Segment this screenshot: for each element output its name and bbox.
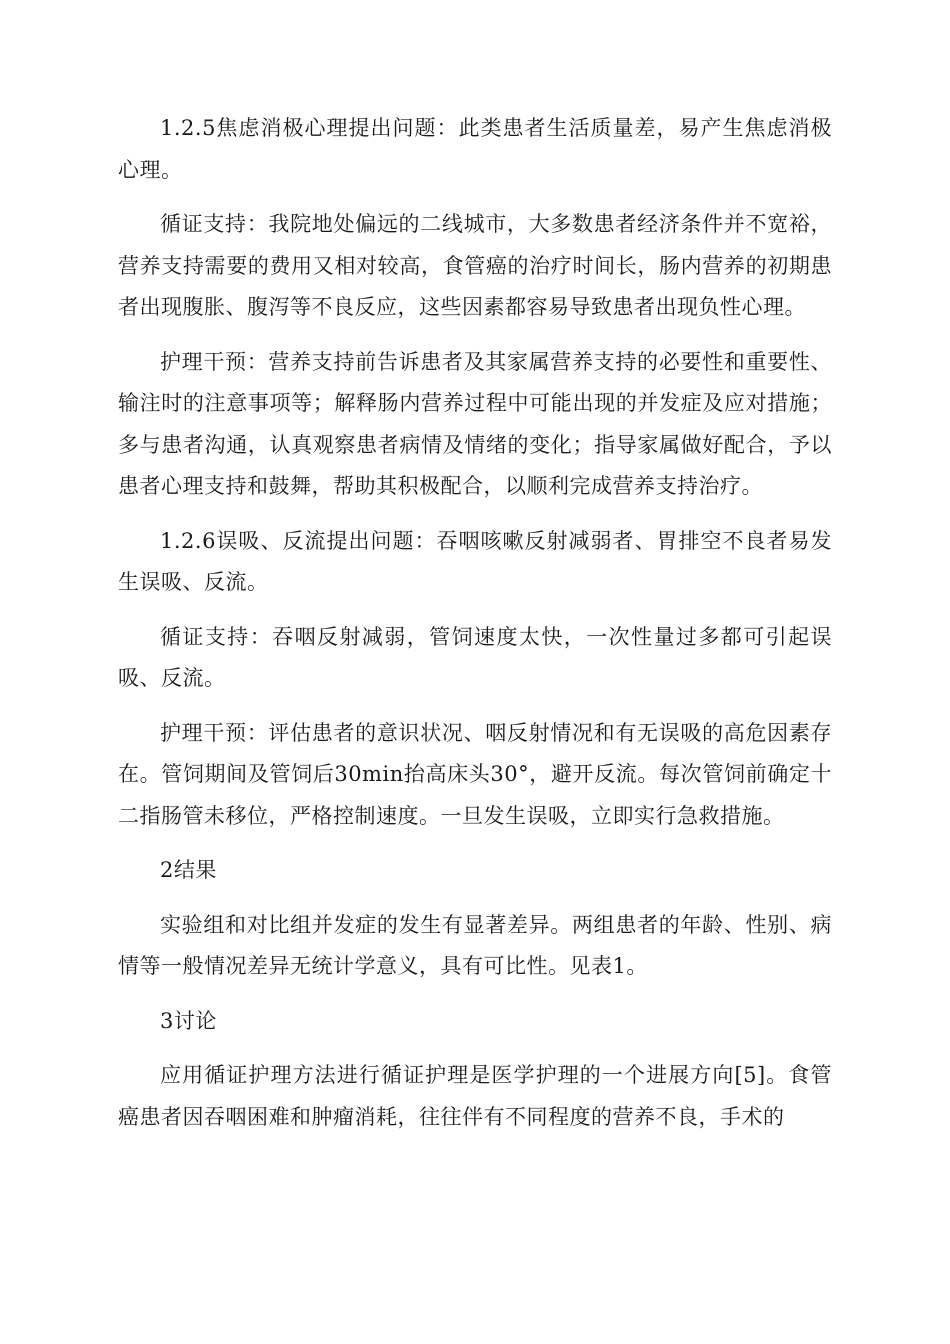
paragraph-aspiration-intervention: 护理干预：评估患者的意识状况、咽反射情况和有无误吸的高危因素存在。管饲期间及管饲后30min抬高床头30°，避开反流。每次管饲前确定十二指肠管未移位，严格控制速度。一旦发生误吸，立即实行急救措施。: [118, 720, 832, 828]
paragraph-discussion: 应用循证护理方法进行循证护理是医学护理的一个进展方向[5]。食管癌患者因吞咽困难和肿瘤消耗，往往伴有不同程度的营养不良，手术的: [118, 1063, 832, 1129]
paragraph-aspiration-problem: 1.2.6误吸、反流提出问题：吞咽咳嗽反射减弱者、胃排空不良者易发生误吸、反流。: [118, 528, 832, 594]
section-heading-discussion: 3讨论: [160, 1008, 217, 1033]
section-heading-results: 2结果: [160, 858, 217, 882]
paragraph-results: 实验组和对比组并发症的发生有显著差异。两组患者的年龄、性别、病情等一般情况差异无统计学意义，具有可比性。见表1。: [118, 912, 832, 978]
paragraph-anxiety-intervention: 护理干预：营养支持前告诉患者及其家属营养支持的必要性和重要性、输注时的注意事项等；解释肠内营养过程中可能出现的并发症及应对措施；多与患者沟通，认真观察患者病情及情绪的变化；指导家属做好配合，予以患者心理支持和鼓舞，帮助其积极配合，以顺利完成营养支持治疗。: [118, 349, 832, 498]
paragraph-aspiration-evidence: 循证支持：吞咽反射减弱，管饲速度太快，一次性量过多都可引起误吸、反流。: [118, 624, 832, 690]
paragraph-anxiety-evidence: 循证支持：我院地处偏远的二线城市，大多数患者经济条件并不宽裕，营养支持需要的费用又相对较高，食管癌的治疗时间长，肠内营养的初期患者出现腹胀、腹泻等不良反应，这些因素都容易导致患者出现负性心理。: [118, 212, 832, 319]
document-page: [118, 108, 832, 1151]
paragraph-anxiety-problem: 1.2.5焦虑消极心理提出问题：此类患者生活质量差，易产生焦虑消极心理。: [118, 116, 832, 182]
